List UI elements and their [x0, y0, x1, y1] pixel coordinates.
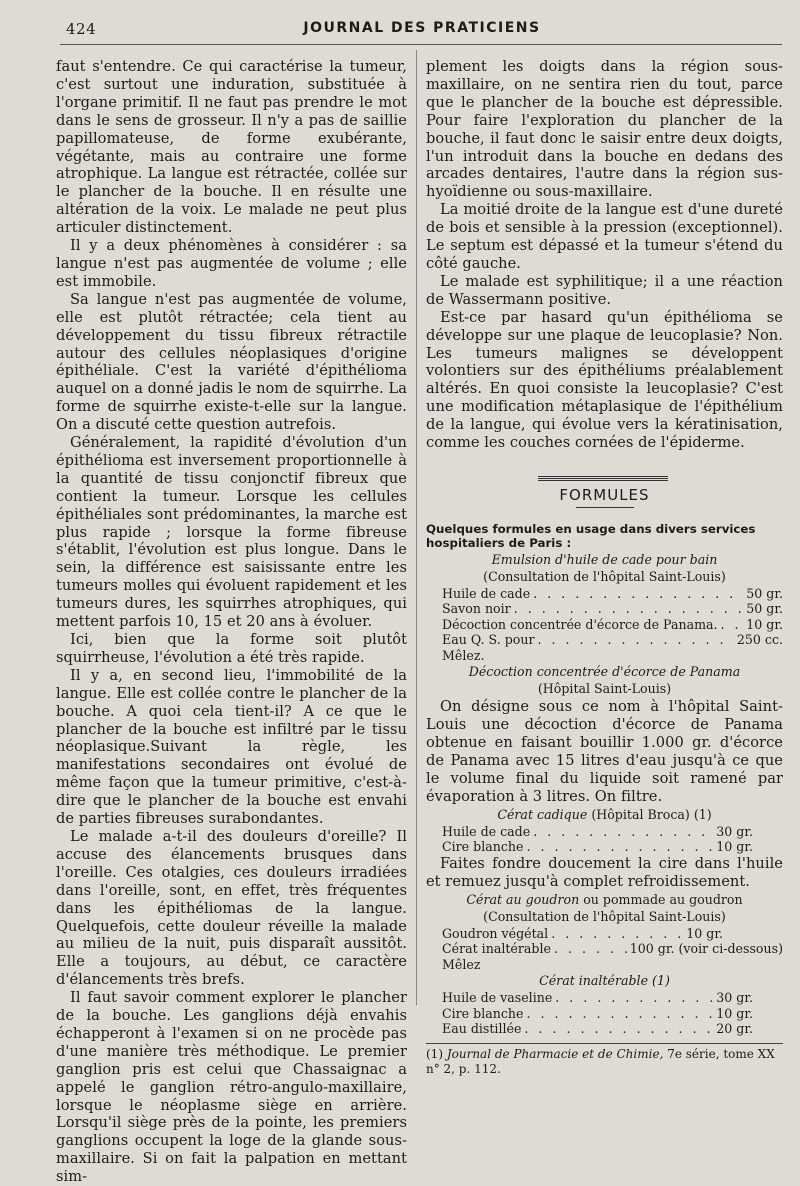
page-header — [62, 18, 782, 46]
formula-heading — [426, 807, 783, 823]
formula-text: On désigne sous ce nom à l'hôpital Saint-Louis une décoction d'écorce de Panama obtenue en faisant bouillir 1.000 gr. d'écorce de Panama avec 15 litres d'eau jusqu'à ce que le volume final du liquide soit ramené par évaporation à 3 litres. On filtre. — [426, 698, 783, 805]
melez-note: Mêlez — [442, 956, 481, 972]
formula-block — [426, 892, 783, 973]
paragraph: Est-ce par hasard qu'un épithélioma se développe sur une plaque de leucoplasie? Non. Les tumeurs malignes se développent volontiers sur des épithéliums préalablement altérés. En quoi consiste la leucoplasie? C'est une modification métaplasique de l'épithélium de la langue, qui évolue vers la kératinisation, comme les couches cornées de l'épiderme. — [426, 308, 783, 452]
formula-title-suffix: ou pommade au goudron — [583, 891, 743, 907]
footnote-mark: (1) — [426, 1046, 443, 1061]
formula-source: (Consultation de l'hôpital Saint-Louis) — [483, 908, 726, 924]
journal-title: JOURNAL DES PRATICIENS — [303, 20, 541, 36]
left-column — [56, 58, 407, 1186]
formula-heading — [426, 892, 783, 908]
right-column — [426, 58, 783, 1077]
ingredient-line: Huile de cade . . . 30 gr. — [442, 824, 753, 840]
paragraph: Le malade est syphilitique; il a une réaction de Wassermann positive. — [426, 272, 783, 308]
footnote-ref: 7e série, tome XX n° 2, p. 112. — [426, 1046, 775, 1076]
section-title: FORMULES — [559, 485, 650, 504]
heading-ornament — [538, 476, 668, 482]
page-number: 424 — [66, 20, 97, 38]
ingredient-line: Goudron végétal . . . 10 gr. — [442, 926, 723, 942]
ingredient-line: Huile de cade . . . 50 gr. — [442, 586, 783, 602]
paragraph: Ici, bien que la forme soit plutôt squirrheuse, l'évolution a été très rapide. — [56, 631, 407, 666]
formula-title: Cérat inaltérable (1) — [539, 973, 670, 989]
paragraph: Il y a, en second lieu, l'immobilité de la langue. Elle est collée contre le plancher de la bouche. A quoi cela tient-il? A ce que le plancher de la bouche est infiltré par le tissu néoplasique.Suivant la règle, les manifestations secondaires ont évolué de même façon que la tumeur primitive, c'est-à-dire que le plancher de la bouche est envahi de parties fibreuses surabondantes. — [56, 666, 407, 828]
ingredient-line: Eau distillée . . . 20 gr. — [442, 1021, 753, 1037]
formula-title: Décoction concentrée d'écorce de Panama — [468, 664, 741, 680]
formula-block — [426, 552, 783, 664]
ingredient-line: Cire blanche . . . 10 gr. — [442, 1006, 753, 1022]
ingredient-line: Savon noir . . . 50 gr. — [442, 601, 783, 617]
paragraph: La moitié droite de la langue est d'une dureté de bois et sensible à la pression (exceptionnel). Le septum est dépassé et la tumeur s'étend du côté gauche. — [426, 201, 783, 272]
ingredient-line: Eau Q. S. pour . . . 250 cc. — [442, 632, 783, 648]
footnote-journal: Journal de Pharmacie et de Chimie, — [446, 1046, 664, 1061]
paragraph: Il y a deux phénomènes à considérer : sa langue n'est pas augmentée de volume ; elle est immobile. — [56, 237, 407, 290]
formula-block — [426, 664, 783, 805]
paragraph: faut s'entendre. Ce qui caractérise la tumeur, c'est surtout une induration, substituée à l'organe primitif. Il ne faut pas prendre le mot dans le sens de grosseur. Il n'y a pas de saillie papillomateuse, de forme exubérante, végétante, mais au contraire une forme atrophique. La langue est rétractée, collée sur le plancher de la bouche. Il en résulte une altération de la voix. Le malade ne peut plus articuler distinctement. — [56, 58, 407, 237]
header-rule — [60, 44, 782, 45]
formula-text: Faites fondre doucement la cire dans l'huile et remuez jusqu'à complet refroidissement. — [426, 854, 783, 890]
ingredient-line: Cire blanche . . . 10 gr. — [442, 839, 753, 855]
ingredient-line: Huile de vaseline . . . 30 gr. — [442, 990, 753, 1006]
formula-source: (Consultation de l'hôpital Saint-Louis) — [483, 568, 726, 584]
footnote — [426, 1043, 783, 1077]
formula-block — [426, 807, 783, 891]
heading-underline — [576, 507, 634, 508]
ingredient-line: Décoction concentrée d'écorce de Panama. . . . 10 gr. — [442, 617, 783, 633]
paragraph: Il faut savoir comment explorer le plancher de la bouche. Les ganglions déjà envahis échapperont à l'examen si on ne procède pas d'une manière très méthodique. Le premier ganglion pris est celui que Chassaignac a appelé le ganglion rétro-angulo-maxillaire, lorsque le néoplasme siège en arrière. Lorsqu'il siège près de la pointe, les premiers ganglions occupent la loge de la glande sous-maxillaire. Si on fait la palpation en mettant sim- — [56, 989, 407, 1186]
formulas-intro: Quelques formules en usage dans divers services hospitaliers de Paris : — [426, 521, 756, 550]
paragraph: Généralement, la rapidité d'évolution d'un épithélioma est inversement proportionnelle à la quantité de tissu conjonctif fibreux que contient la tumeur. Lorsque les cellules épithéliales sont prédominantes, la marche est plus rapide ; lorsque la forme fibreuse s'établit, l'évolution est plus longue. Dans le sein, la différence est saisissante entre les tumeurs molles qui évoluent rapidement et les tumeurs dures, les squirrhes atrophiques, qui mettent parfois 10, 15 et 20 ans à évoluer. — [56, 434, 407, 631]
formula-title: Emulsion d'huile de cade pour bain — [491, 551, 718, 567]
ingredient-line: Cérat inaltérable . . . 100 gr. (voir ci-dessous) — [442, 941, 783, 957]
paragraph: Sa langue n'est pas augmentée de volume, elle est plutôt rétractée; cela tient au développement du tissu fibreux rétractile autour des cellules néoplasiques d'origine épithéliale. C'est la variété d'épithélioma auquel on a donné jadis le nom de squirrhe. La forme de squirrhe existe-t-elle sur la langue. On a discuté cette question autrefois. — [56, 290, 407, 434]
paragraph: plement les doigts dans la région sous-maxillaire, on ne sentira rien du tout, parce que le plancher de la bouche est dépressible. Pour faire l'exploration du plancher de la bouche, il faut donc le saisir entre deux doigts, l'un introduit dans la bouche en dedans des arcades dentaires, l'autre dans la région sus-hyoïdienne ou sous-maxillaire. — [426, 58, 783, 201]
formula-source: (Hôpital Saint-Louis) — [537, 681, 672, 697]
formula-title-suffix: (Hôpital Broca) (1) — [591, 806, 712, 822]
melez-note: Mêlez. — [442, 647, 485, 663]
section-heading — [426, 476, 783, 516]
formula-block — [426, 973, 783, 1037]
column-divider — [416, 50, 417, 1005]
paragraph: Le malade a-t-il des douleurs d'oreille? Il accuse des élancements brusques dans l'oreille. Ces otalgies, ces douleurs irradiées dans l'oreille, sont, en effet, très fréquentes dans les épithéliomas de la langue. Quelquefois, cette douleur réveille la malade au milieu de la nuit, puis disparaît aussitôt. Elle a toujours, au début, ce caractère d'élancements très brefs. — [56, 827, 407, 989]
formula-title: Cérat au goudron — [466, 891, 580, 907]
formula-title: Cérat cadique — [497, 806, 588, 822]
